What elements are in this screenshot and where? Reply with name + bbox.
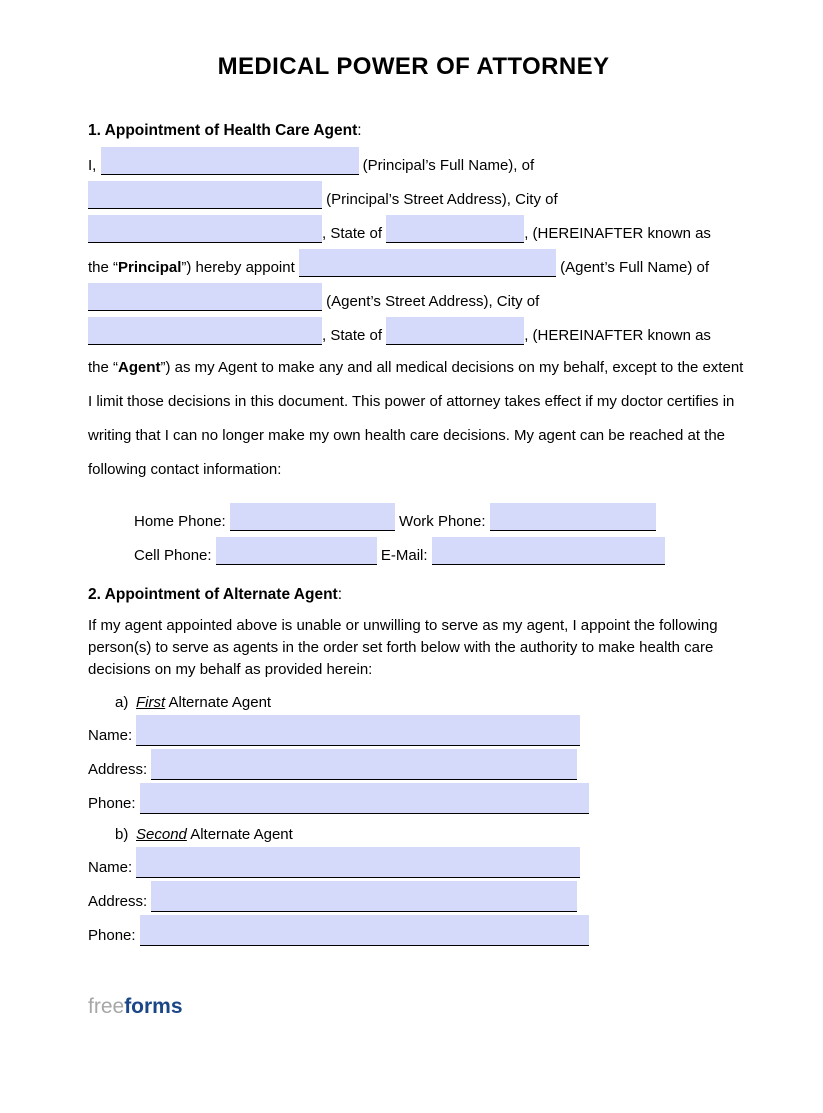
field-label: Name: [88, 727, 137, 744]
text-run: the “ [88, 259, 119, 276]
logo-text-free: free [88, 995, 125, 1018]
field-label: Address: [88, 761, 152, 778]
text-run: Alternate Agent [165, 694, 272, 711]
text-line [88, 317, 739, 351]
field-label: Phone: [88, 927, 140, 944]
agent-label-prefix: b) [115, 826, 129, 843]
fill-field[interactable] [140, 915, 589, 946]
field-label: Name: [88, 859, 137, 876]
section1-body [88, 147, 744, 487]
text-run: Home Phone: [134, 513, 230, 530]
fill-field[interactable] [101, 147, 359, 175]
text-run: , (HEREINAFTER known as [524, 225, 711, 242]
fill-field[interactable] [490, 503, 656, 531]
document-title: MEDICAL POWER OF ATTORNEY [217, 53, 610, 80]
fill-field[interactable] [151, 749, 577, 780]
section2-heading-text: 2. Appointment of Alternate Agent [88, 586, 338, 603]
fill-field[interactable] [88, 181, 322, 209]
text-line [88, 283, 739, 317]
agent-field-row [88, 915, 739, 949]
contact-row [134, 537, 739, 571]
text-run: ”) hereby appoint [181, 259, 299, 276]
fill-field[interactable] [136, 847, 580, 878]
text-line [88, 147, 739, 181]
text-line [88, 181, 739, 215]
alternate-agents [88, 691, 739, 949]
field-label: Phone: [88, 795, 140, 812]
text-run: , State of [322, 327, 387, 344]
fill-field[interactable] [140, 783, 589, 814]
fill-field[interactable] [88, 317, 322, 345]
text-run: Alternate Agent [186, 826, 293, 843]
contact-row [134, 503, 739, 537]
text-run: (Agent’s Street Address), City of [322, 293, 540, 310]
text-line [88, 351, 744, 385]
section2-heading [88, 585, 739, 605]
agent-field-row [88, 847, 739, 881]
field-label: Address: [88, 893, 152, 910]
text-line [88, 249, 739, 283]
text-run: , (HEREINAFTER known as [524, 327, 711, 344]
text-run: I, [88, 157, 101, 174]
section1-heading-colon: : [357, 122, 362, 139]
agent-field-row [88, 881, 739, 915]
text-run: (Agent’s Full Name) of [555, 259, 710, 276]
fill-field[interactable] [151, 881, 577, 912]
agent-label [88, 691, 739, 715]
section2-heading-colon: : [337, 586, 343, 603]
text-run: (Principal’s Street Address), City of [322, 191, 558, 208]
text-line [88, 385, 739, 419]
fill-field[interactable] [230, 503, 395, 531]
fill-field[interactable] [88, 215, 322, 243]
alternate-agent-block [88, 823, 739, 949]
bold-run: Principal [118, 259, 182, 276]
text-run: , State of [322, 225, 387, 242]
text-run: Work Phone: [394, 513, 490, 530]
fill-field[interactable] [386, 317, 524, 345]
text-line [88, 215, 739, 249]
fill-field[interactable] [432, 537, 665, 565]
text-run: the “ [88, 359, 119, 376]
agent-label-prefix: a) [115, 694, 129, 711]
bold-run: Agent [118, 359, 161, 376]
emph-run: First [136, 694, 166, 711]
contact-info-block [88, 503, 739, 571]
section1-heading [88, 121, 739, 141]
agent-label [88, 823, 739, 847]
text-run: ”) as my Agent to make any and all medical decisions on my behalf, except to the extent [160, 359, 744, 376]
fill-field[interactable] [136, 715, 580, 746]
text-line [88, 419, 739, 453]
logo-text-forms: forms [124, 995, 183, 1018]
text-run: I limit those decisions in this document. This power of attorney takes effect if my doctor certifies in [88, 393, 735, 410]
text-run: following contact information: [88, 461, 282, 478]
emph-run: Second [136, 826, 187, 843]
text-run: E-Mail: [376, 547, 432, 564]
section2-paragraph: If my agent appointed above is unable or unwilling to serve as my agent, I appoint the following person(s) to serve as agents in the order set forth below with the authority to make health care decisions on my behalf as provided herein: [88, 617, 718, 678]
agent-field-row [88, 783, 739, 817]
fill-field[interactable] [216, 537, 377, 565]
freeforms-logo [88, 995, 183, 1018]
text-run: writing that I can no longer make my own health care decisions. My agent can be reached at the [88, 427, 726, 444]
fill-field[interactable] [386, 215, 524, 243]
alternate-agent-block [88, 691, 739, 817]
text-run: Cell Phone: [134, 547, 216, 564]
text-run: (Principal’s Full Name), of [358, 157, 535, 174]
agent-field-row [88, 715, 739, 749]
fill-field[interactable] [299, 249, 556, 277]
agent-field-row [88, 749, 739, 783]
page-footer [88, 995, 739, 1019]
text-line [88, 453, 739, 487]
document-page [0, 54, 823, 1019]
fill-field[interactable] [88, 283, 322, 311]
section1-heading-text: 1. Appointment of Health Care Agent [88, 122, 358, 139]
